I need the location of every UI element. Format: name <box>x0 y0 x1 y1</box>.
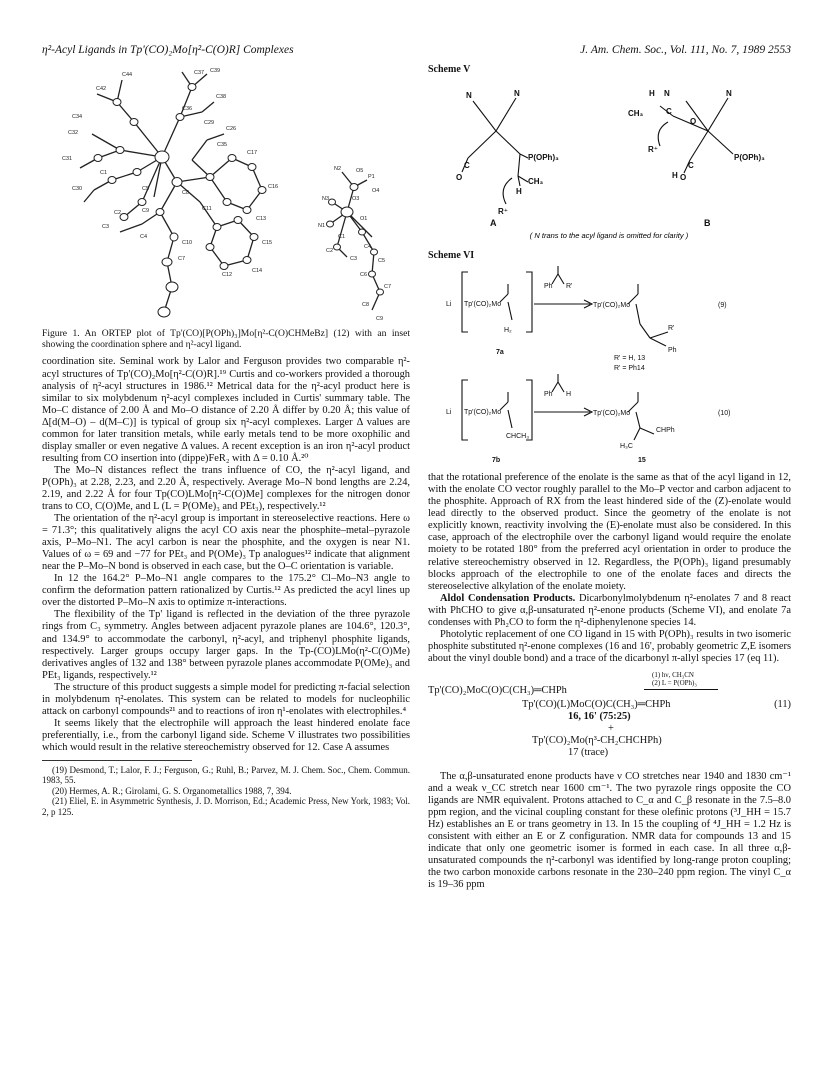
atom-label: C1 <box>100 170 108 176</box>
chph-label: CHPh <box>656 427 675 435</box>
h-label: H <box>566 391 572 399</box>
equation-11 <box>428 671 791 771</box>
scheme5-label: N <box>466 91 472 101</box>
eq11-product-2: Tp'(CO)₂Mo(η³-CH₂CHCHPh) <box>532 734 662 746</box>
scheme5-label: P(OPh)₃ <box>734 153 765 163</box>
atom-label: C31 <box>62 156 73 162</box>
scheme-6-drawing <box>428 262 791 468</box>
scheme5-label: H <box>649 89 655 99</box>
atom-label: C9 <box>142 208 150 214</box>
eq9-number: (9) <box>718 302 727 310</box>
atom-label: N3 <box>322 196 330 202</box>
atom-label: C5 <box>142 186 150 192</box>
eq10-number: (10) <box>718 410 731 418</box>
scheme5-label: N <box>664 89 670 99</box>
r-eq-ph: R' = Ph14 <box>614 365 645 373</box>
atom-label: P1 <box>368 174 375 180</box>
paragraph: The structure of this product suggests a simple model for predicting π-facial selection in molybdenum η²-enolates. This system can be related to models for nucleophilic attack on carbonyl compounds²¹ and to reactions of iron η¹-enolates with electrophiles.⁴ <box>42 681 410 717</box>
atom-label: C9 <box>376 316 384 322</box>
ph-label: Ph <box>544 283 553 291</box>
atom-label: C8 <box>362 302 370 308</box>
atom-label: C38 <box>216 94 227 100</box>
atom-label: C15 <box>262 240 273 246</box>
atom-label: C4 <box>140 234 148 240</box>
paragraph: that the rotational preference of the enolate is the same as that of the acyl ligand in 12, with the enolate CO vector roughly parallel to the Mo–P vector and carbon adjacent to the phosphite. Approach of RX from the least hindered side of the (Z)-enolate would lead directly to the observed product. Since the geometry of the enolate is not explicitly known, reactivity involving the (E)-enolate must also be considered. In this case, approach of the electrophile over the carbonyl ligand would require the enolate moiety to be rotated 180° from the preferred acyl orientation in order to produce the relative stereochemistry observed in 12. Regardless, the P(OPh)₃ ligand presumably blocks approach of the electrophile to one of the enolate faces and directs the stereoselective alkylation of the enolate moiety. <box>428 472 791 592</box>
paragraph: coordination site. Seminal work by Lalor and Ferguson provides two comparable η²-acyl structures of Tp'(CO)₂Mo[η²-C(O)R].¹⁹ Curtis and co-workers provided a thorough analysis of η²-acyl structures in 1986.¹² Metrical data for the η²-acyl product here is similar to six molybdenum η²-acyl complexes included in Curtis' summary table. The Mo–C distance of 2.00 Å and Mo–O distance of 2.20 Å differ by 0.20 Å; this value of Δ[d(M–O) – d(M–C)] is typical of group six η²-acyl complexes. Larger Δ values are common for later transition metals, while early metals tend to be more oxophilic and display smaller or even negative Δ values. A recent exception is an iron η²-acyl product resulting from CO insertion into (dippe)FeR₂ with Δ = 0.10 Å.²⁰ <box>42 356 410 464</box>
scheme5-label: H <box>516 187 522 197</box>
running-header-right: J. Am. Chem. Soc., Vol. 111, No. 7, 1989 2553 <box>580 44 791 56</box>
atom-label: C3 <box>102 224 110 230</box>
atom-label: O5 <box>356 168 364 174</box>
reference-19: (19) Desmond, T.; Lalor, F. J.; Ferguson, G.; Ruhl, B.; Parvez, M. J. Chem. Soc., Chem. Commun. 1983, 55. <box>42 765 410 786</box>
atom-label: N1 <box>318 223 326 229</box>
r-label: R' <box>668 325 675 333</box>
atom-label: N2 <box>334 166 342 172</box>
atom-label: C2 <box>114 210 122 216</box>
eq11-product-1: Tp'(CO)(L)MoC(O)C(CH₃)═CHPh <box>522 698 671 710</box>
atom-label: C3 <box>350 256 358 262</box>
atom-label: C13 <box>256 216 267 222</box>
h3c-label: H₃C <box>620 443 633 451</box>
scheme5-label: O <box>690 117 697 127</box>
reference-20: (20) Hermes, A. R.; Girolami, G. S. Organometallics 1988, 7, 394. <box>52 785 292 796</box>
figure-1 <box>42 62 410 350</box>
eq11-arrow <box>644 689 718 690</box>
aldol-paragraph <box>428 593 791 629</box>
scheme5-label: P(OPh)₃ <box>528 153 559 163</box>
aldol-text: Dicarbonylmolybdenum η²-enolates 7 and 8 react with PhCHO to give α,β-unsaturated η²-enone products (Scheme VI), and enolate 7a condenses with Ph₂CO to form the η²-diphenylenone species 14. <box>428 592 791 628</box>
footnote-rule <box>42 760 192 761</box>
compound-7b: 7b <box>492 457 501 465</box>
atom-label: C35 <box>217 142 228 148</box>
atom-label: C5 <box>378 258 386 264</box>
atom-label: C12 <box>222 272 233 278</box>
atom-label: C32 <box>68 130 79 136</box>
eq11-product-1-label: 16, 16' (75:25) <box>568 710 631 722</box>
scheme5-label: C <box>464 161 470 171</box>
atom-label: C37 <box>194 70 205 76</box>
scheme-6-title: Scheme VI <box>428 250 475 262</box>
left-column <box>42 62 410 817</box>
atom-label: C42 <box>96 86 107 92</box>
eq11-conditions <box>652 671 697 687</box>
compound-7a: 7a <box>496 349 504 357</box>
ortep-plot <box>42 62 410 324</box>
li-label: Li <box>446 301 452 309</box>
mo-fragment: Tp'(CO)₂Mo <box>464 301 502 309</box>
paragraph: It seems likely that the electrophile will approach the least hindered enolate face preferentially, i.e., from the carbonyl ligand side. Scheme V illustrates two possibilities which would result in the relative stereochemistry observed for 12. Case A assumes <box>42 717 410 753</box>
atom-label: C7 <box>384 284 392 290</box>
scheme-5-drawing <box>428 76 791 240</box>
atom-label: O1 <box>360 216 368 222</box>
atom-label: C4 <box>364 244 372 250</box>
eq11-plus: + <box>608 722 614 734</box>
scheme5-note: ( N trans to the acyl ligand is omitted for clarity ) <box>529 231 689 241</box>
atom-label: C36 <box>182 106 193 112</box>
scheme5-label: O <box>456 173 463 183</box>
eq11-condition-2: (2) L = P(OPh)₃ <box>652 678 697 687</box>
atom-label: C29 <box>204 120 215 126</box>
mo-fragment: Tp'(CO)₂Mo <box>464 409 502 417</box>
figure-caption: Figure 1. An ORTEP plot of Tp'(CO)[P(OPh)₃]Mo[η²-C(O)CHMeBz] (12) with an inset showing the coordination sphere and η²-acyl ligand. <box>42 328 410 351</box>
eq11-product-2-label: 17 (trace) <box>568 746 609 758</box>
atom-label: C44 <box>122 72 133 78</box>
atom-label: C8 <box>182 190 190 196</box>
paragraph: Photolytic replacement of one CO ligand in 15 with P(OPh)₃ results in two isomeric phosphite substituted η²-enone complexes (16 and 16', probably geometric Z,E isomers about the vinyl double bond) and a trace of the dicarbonyl π-allyl species 17 (eq 11). <box>428 628 791 664</box>
scheme5-label: H <box>672 171 678 181</box>
eq11-reactant: Tp'(CO)₂MoC(O)C(CH₃)═CHPh <box>428 684 567 696</box>
right-column <box>428 64 791 891</box>
paragraph: The α,β-unsaturated enone products have ν CO stretches near 1940 and 1830 cm⁻¹ and a weak ν_CC stretch near 1600 cm⁻¹. The two pyrazole rings opposite the CO ligands are NMR equivalent. Protons attached to C_α and C_β resonate in the 7.5–8.0 ppm region, and the vicinal coupling constant for these olefinic protons (³J_HH = 15.7 Hz) establishes an E or trans geometry in 13. In 15 the coupling of ⁴J_HH = 1.2 Hz is consistent with either an E or Z configuration. NMR data for compounds 13 and 15 indicate that only one geometric isomer is formed in each case. In all three α,β-unsaturated compounds the η²-carbonyl was identified by long-range proton coupling; the two carbon monoxide carbons resonate in the 230–240 ppm region. The vinyl C_α is 19–36 ppm <box>428 770 791 891</box>
scheme5-label: R⁺ <box>498 207 508 217</box>
scheme-5-title: Scheme V <box>428 64 471 75</box>
section-heading: Aldol Condensation Products. <box>440 592 576 604</box>
eq11-condition-1: (1) hν, CH₃CN <box>652 670 694 679</box>
scheme5-label: C <box>688 161 694 171</box>
r-eq-h: R' = H, 13 <box>614 355 646 363</box>
atom-label: C1 <box>338 234 346 240</box>
atom-label: C10 <box>182 240 193 246</box>
li-label: Li <box>446 409 452 417</box>
atom-label: C17 <box>247 150 258 156</box>
atom-label: C2 <box>326 248 334 254</box>
scheme5-label: N <box>514 89 520 99</box>
scheme5-case-a: A <box>490 218 497 229</box>
running-header-left: η²-Acyl Ligands in Tp'(CO)₂Mo[η²-C(O)R] Complexes <box>42 44 294 56</box>
h2-label: H₂ <box>504 327 512 335</box>
ph-label: Ph <box>668 347 677 355</box>
scheme5-label: N <box>726 89 732 99</box>
paragraph: In 12 the 164.2° P–Mo–N1 angle compares to the 175.2° Cl–Mo–N3 angle to confirm the deformation pattern rationalized by Curtis.¹² As predicted the acyl lines up over the distorted P–Mo–N axis to optimize π-interactions. <box>42 573 410 609</box>
scheme5-label: R⁺ <box>648 145 658 155</box>
references <box>42 765 410 817</box>
atom-label: C26 <box>226 126 237 132</box>
scheme5-label: O <box>680 173 687 183</box>
atom-label: C14 <box>252 268 263 274</box>
chch3-label: CHCH₃ <box>506 433 530 441</box>
scheme5-label: CH₃ <box>528 177 544 187</box>
atom-label: C16 <box>268 184 279 190</box>
atom-label: C6 <box>360 272 368 278</box>
scheme5-label: C <box>666 107 672 117</box>
paragraph: The flexibility of the Tp' ligand is reflected in the deviation of the three pyrazole rings from C₃ symmetry. Angles between adjacent pyrazole planes are 104.6°, 120.3°, and 134.9° to accommodate the carbonyl, η²-acyl, and triphenyl phosphite ligands, respectively. Larger groups occupy larger gaps. In the Tp-(CO)LMo(η²-C(O)Me) derivatives angles of 132 and 138° between pyrazole planes accommodate P(OMe)₃ and PEt₃ ligands, respectively.¹² <box>42 609 410 681</box>
reference-21: (21) Eliel, E. in Asymmetric Synthesis, J. D. Morrison, Ed.; Academic Press, New York, 1983; Vol. 2, p 125. <box>42 796 410 817</box>
atom-label: O4 <box>372 188 380 194</box>
atom-label: O3 <box>352 196 360 202</box>
atom-label: C34 <box>72 114 83 120</box>
eq11-number: (11) <box>774 698 791 710</box>
atom-label: C11 <box>202 206 212 212</box>
atom-label: C30 <box>72 186 83 192</box>
atom-label: C39 <box>210 68 221 74</box>
scheme5-case-b: B <box>704 218 711 229</box>
mo-fragment: Tp'(CO)₂Mo <box>593 410 631 418</box>
atom-label: C7 <box>178 256 186 262</box>
mo-fragment: Tp'(CO)₂Mo <box>593 302 631 310</box>
scheme5-label: CH₃ <box>628 109 644 119</box>
paragraph: The orientation of the η²-acyl group is important in stereoselective reactions. Here ω = 71.3°; this qualitatively aligns the acyl CO axis near the phosphite–metal–pyrazole axis, P–Mo–N1. The acyl carbon is near the phosphite, and the oxygen is near N1. Values of ω = 69 and −77 for PEt₃ and P(OMe)₃ Tp analogues¹² indicate that alignment near the P–Mo–N bond is observed in each case, but the O–C orientation is variable. <box>42 513 410 573</box>
paragraph: The Mo–N distances reflect the trans influence of CO, the η²-acyl ligand, and P(OPh)₃ at 2.28, 2.23, and 2.20 Å, respectively. Average Mo–N bond lengths are 2.24, 2.19, and 2.22 Å for four Tp(CO)LMo[η²-C(O)Me] complexes for the nitrogen donor trans to CO, C(O)Me, and L (L = P(OMe)₃ and PEt₃), respectively.¹² <box>42 464 410 513</box>
compound-15: 15 <box>638 457 646 465</box>
ph-label: Ph <box>544 391 553 399</box>
r-label: R' <box>566 283 573 291</box>
